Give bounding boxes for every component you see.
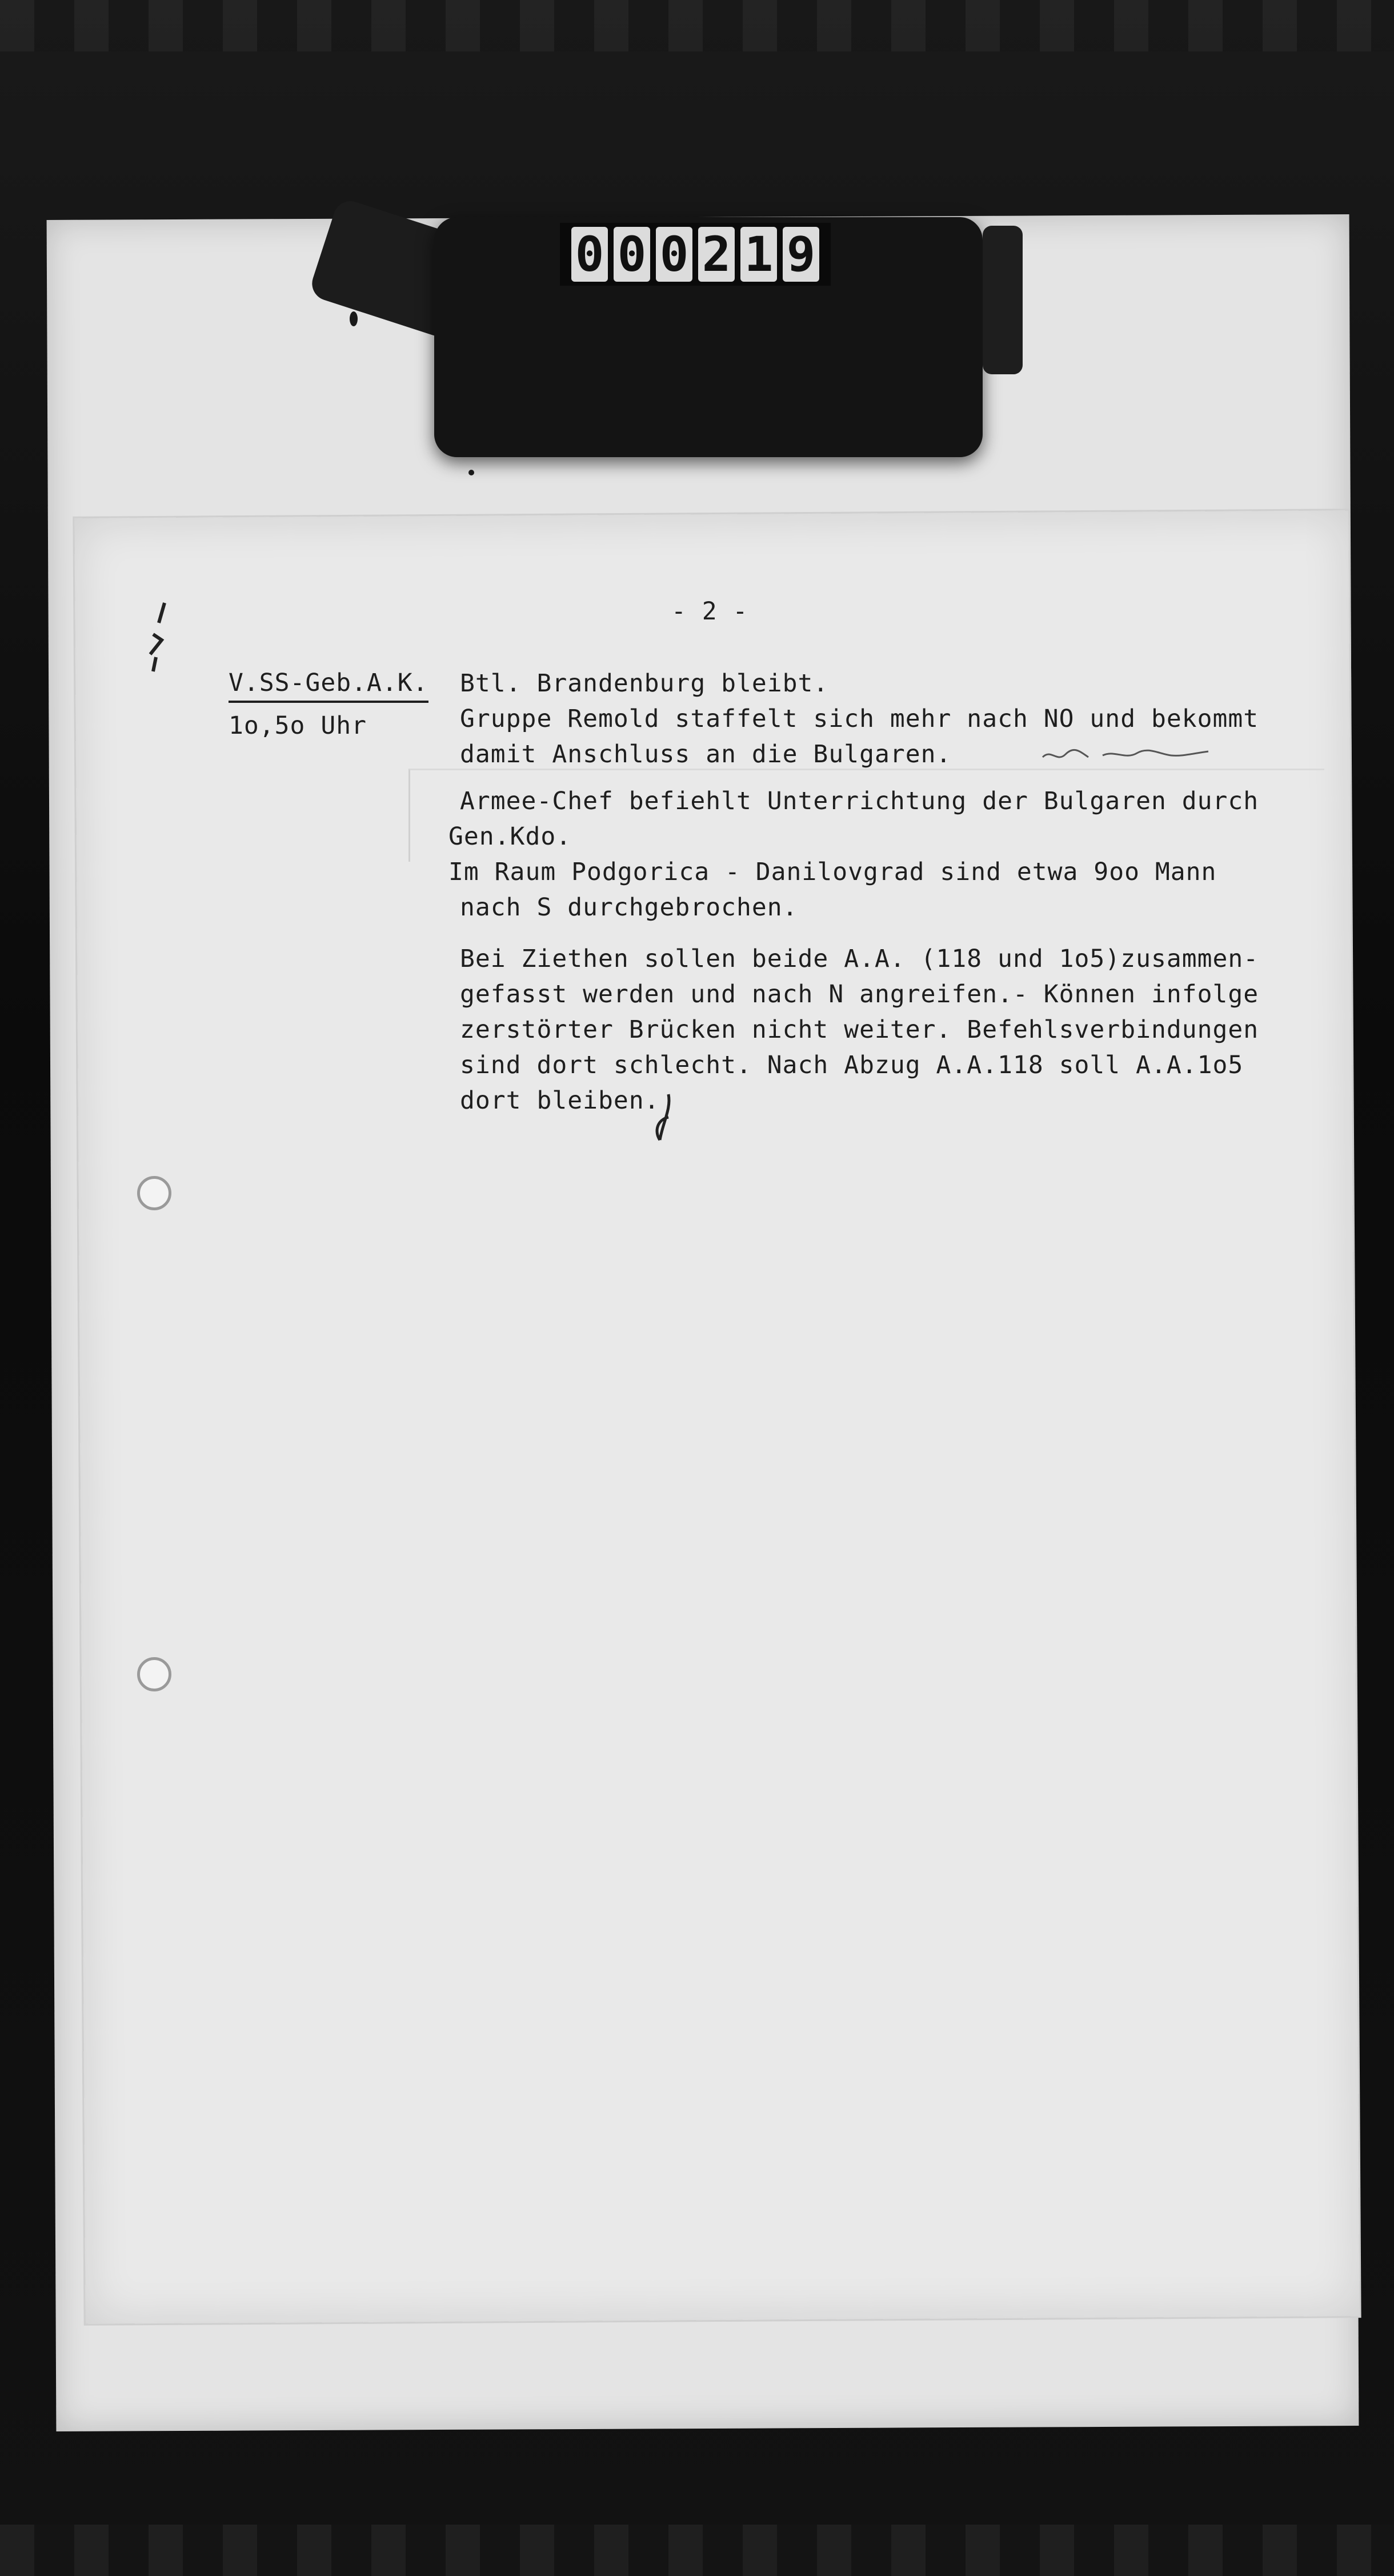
- counter-digit: 0: [571, 227, 608, 282]
- counter-digit: 0: [614, 227, 650, 282]
- punch-hole-top: [137, 1176, 171, 1210]
- body-line: dort bleiben.: [460, 1086, 660, 1115]
- punch-hole-bottom: [137, 1657, 171, 1691]
- body-line: Im Raum Podgorica - Danilovgrad sind etwa 9oo Mann: [448, 858, 1217, 886]
- body-line: zerstörter Brücken nicht weiter. Befehlsverbindungen: [460, 1015, 1259, 1044]
- film-edge-bottom: [0, 2525, 1394, 2576]
- body-line: Gen.Kdo.: [448, 822, 572, 851]
- body-line: Btl. Brandenburg bleibt.: [460, 669, 829, 698]
- body-line: Gruppe Remold staffelt sich mehr nach NO und bekommt: [460, 705, 1259, 733]
- body-line: sind dort schlecht. Nach Abzug A.A.118 soll A.A.1o5: [460, 1051, 1244, 1079]
- time-label: 1o,5o Uhr: [229, 711, 367, 740]
- page-number: - 2 -: [671, 597, 748, 626]
- counter-digit: 1: [740, 227, 777, 282]
- film-edge-top: [0, 0, 1394, 51]
- frame-counter-digits: [560, 223, 831, 286]
- margin-scribble: [142, 600, 176, 674]
- counter-digit: 9: [783, 227, 819, 282]
- initial-mark: [651, 1091, 680, 1143]
- body-line: Bei Ziethen sollen beide A.A. (118 und 1o5)zusammen-: [460, 945, 1259, 973]
- body-line: damit Anschluss an die Bulgaren.: [460, 740, 952, 769]
- body-line: Armee-Chef befiehlt Unterrichtung der Bulgaren durch: [460, 787, 1259, 815]
- counter-digit: 0: [656, 227, 692, 282]
- speck: [350, 311, 358, 326]
- counter-digit: 2: [698, 227, 735, 282]
- unit-label: V.SS-Geb.A.K.: [229, 669, 428, 703]
- body-line: nach S durchgebrochen.: [460, 893, 798, 922]
- handwritten-annotation: [1040, 743, 1211, 766]
- document-body: [448, 666, 1294, 1118]
- body-line: gefasst werden und nach N angreifen.- Können infolge: [460, 980, 1259, 1009]
- frame-counter-knob: [983, 226, 1023, 374]
- speck: [468, 470, 474, 475]
